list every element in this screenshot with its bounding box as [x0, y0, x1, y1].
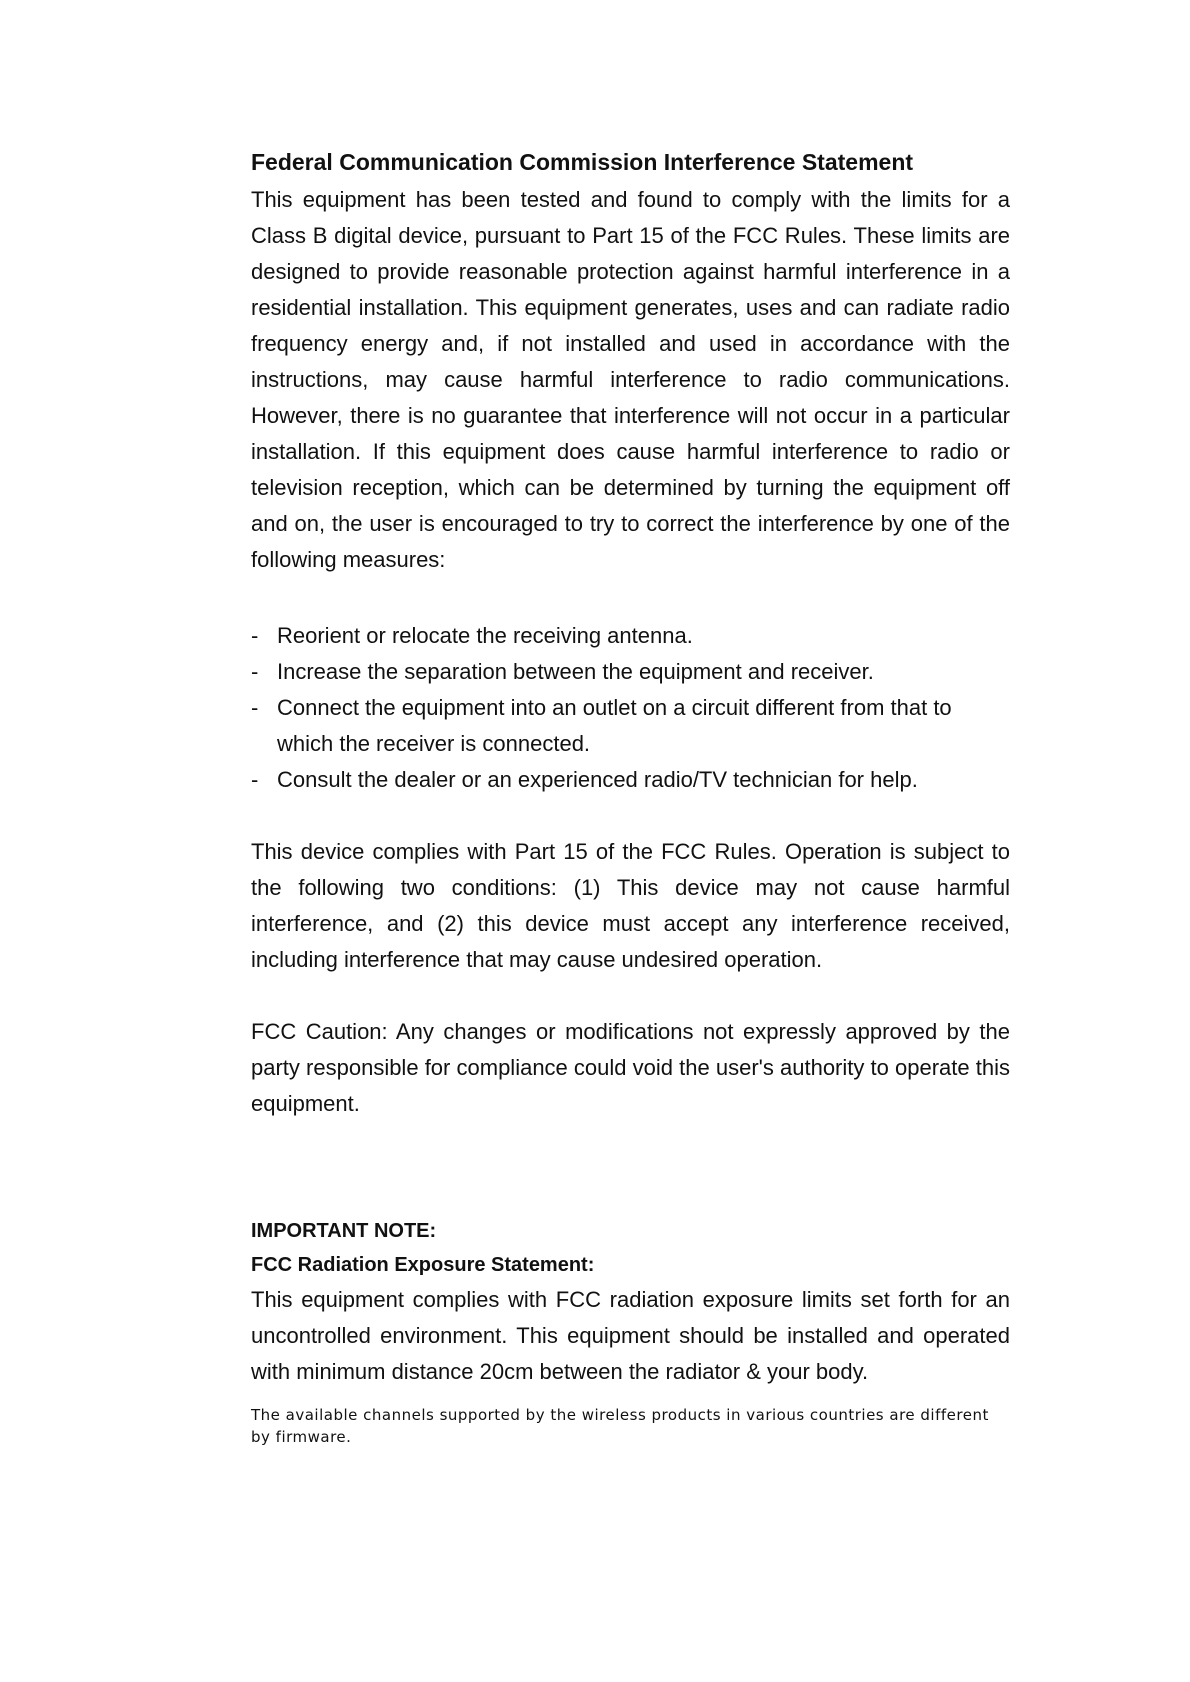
- list-item-text: Connect the equipment into an outlet on a circuit different from that to which the receiver is connected.: [277, 695, 952, 756]
- radiation-exposure-paragraph: This equipment complies with FCC radiation exposure limits set forth for an uncontrolled environment. This equipment should be installed and operated with minimum distance 20cm between the radiator & your body.: [251, 1287, 1010, 1384]
- list-dash: -: [251, 659, 259, 684]
- list-item-text: Increase the separation between the equipment and receiver.: [277, 659, 874, 684]
- caution-paragraph: FCC Caution: Any changes or modifications not expressly approved by the party responsible for compliance could void the user's authority to operate this equipment.: [251, 1019, 1010, 1116]
- channels-note: The available channels supported by the wireless products in various countries are different by firmware.: [251, 1406, 989, 1446]
- important-note-title: IMPORTANT NOTE:: [251, 1220, 437, 1242]
- list-dash: -: [251, 623, 259, 648]
- list-dash: -: [251, 767, 259, 792]
- list-item-text: Reorient or relocate the receiving antenna.: [277, 623, 693, 648]
- fcc-intro-paragraph: This equipment has been tested and found to comply with the limits for a Class B digital device, pursuant to Part 15 of the FCC Rules. These limits are designed to provide reasonable protection against harmful interference in a residential installation. This equipment generates, uses and can radiate radio frequency energy and, if not installed and used in accordance with the instructions, may cause harmful interference to radio communications. However, there is no guarantee that interference will not occur in a particular installation. If this equipment does cause harmful interference to radio or television reception, which can be determined by turning the equipment off and on, the user is encouraged to try to correct the interference by one of the following measures:: [251, 187, 1010, 572]
- list-item: [251, 762, 1010, 798]
- list-item-text: Consult the dealer or an experienced radio/TV technician for help.: [277, 767, 918, 792]
- spacer: [251, 798, 1010, 834]
- list-dash: -: [251, 695, 259, 720]
- list-item: [251, 654, 1010, 690]
- list-item: [251, 690, 1010, 762]
- spacer: [251, 578, 1010, 618]
- document-page: [251, 146, 1010, 1448]
- fcc-statement-title: Federal Communication Commission Interference Statement: [251, 149, 914, 175]
- measures-list: [251, 618, 1010, 798]
- spacer: [251, 978, 1010, 1014]
- list-item: [251, 618, 1010, 654]
- radiation-exposure-title: FCC Radiation Exposure Statement:: [251, 1254, 595, 1276]
- compliance-paragraph: This device complies with Part 15 of the FCC Rules. Operation is subject to the following two conditions: (1) This device may not cause harmful interference, and (2) this device must accept any interference received, including interference that may cause undesired operation.: [251, 839, 1010, 972]
- spacer: [251, 1122, 1010, 1214]
